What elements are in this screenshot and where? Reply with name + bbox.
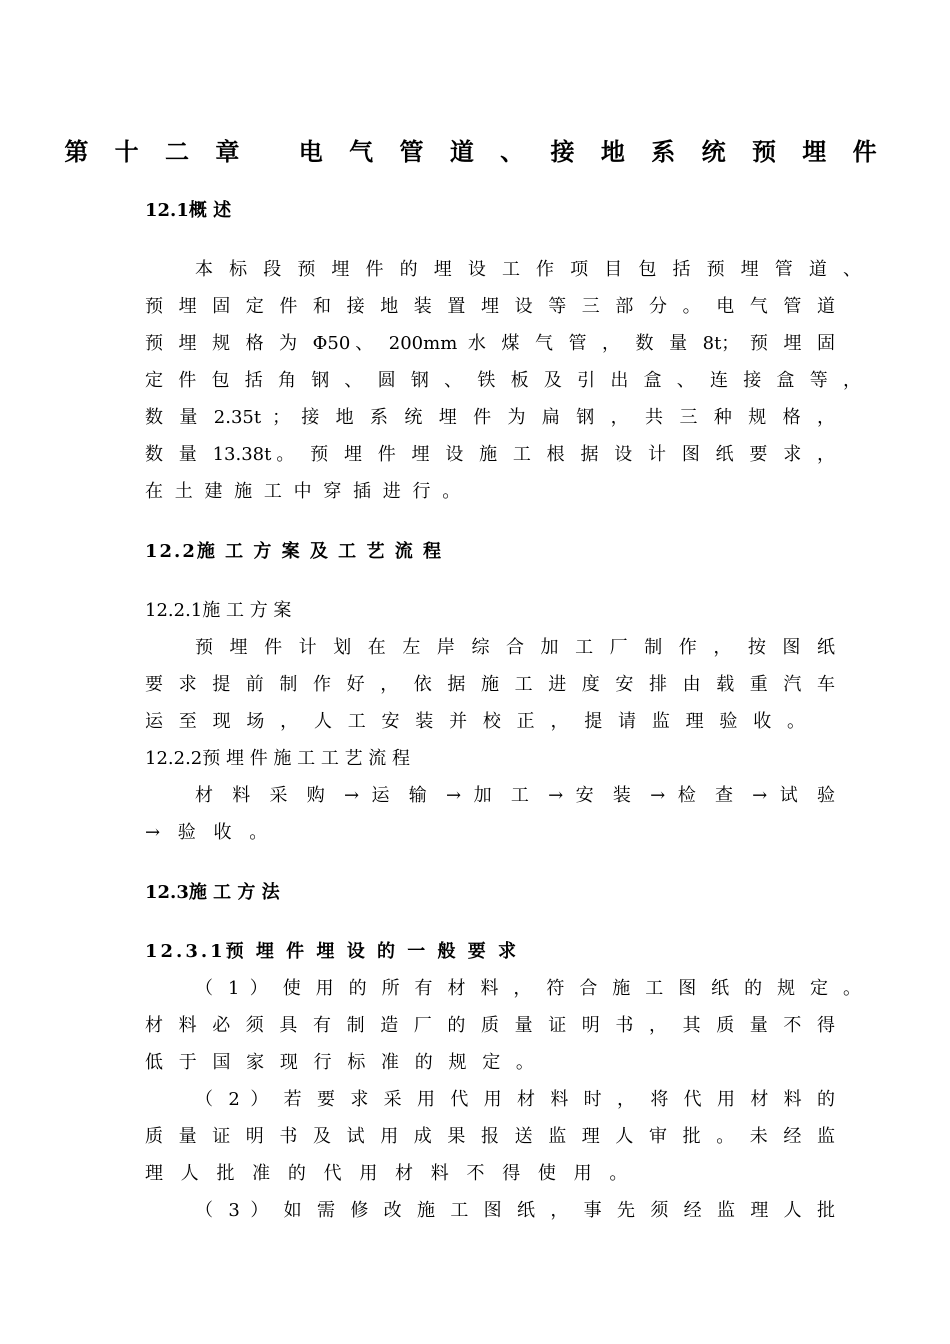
paragraph-line: 预 埋 规 格 为 Φ50、 200mm 水 煤 气 管 ， 数 量 8t； 预 埋 固 [145,333,835,354]
paragraph-line: （ 3 ） 如 需 修 改 施 工 图 纸 ， 事 先 须 经 监 理 人 批 [195,1200,835,1221]
section-heading-12-3: 12.3施 工 方 法 [145,882,280,903]
paragraph-line: 本 标 段 预 埋 件 的 埋 设 工 作 项 目 包 括 预 埋 管 道 、 [195,259,861,280]
section-heading-12-2: 12.2施 工 方 案 及 工 艺 流 程 [145,541,443,562]
paragraph-line: 材 料 采 购 → 运 输 → 加 工 → 安 装 → 检 查 → 试 验 [195,785,835,806]
paragraph-line: 要 求 提 前 制 作 好 ， 依 据 施 工 进 度 安 排 由 载 重 汽 车 [145,674,835,695]
paragraph-line: 材 料 必 须 具 有 制 造 厂 的 质 量 证 明 书 ， 其 质 量 不 得 [145,1015,835,1036]
subsection-heading-12-3-1: 12.3.1预 埋 件 埋 设 的 一 般 要 求 [145,941,520,962]
paragraph-line: 预 埋 固 定 件 和 接 地 装 置 埋 设 等 三 部 分 。 电 气 管 道 [145,296,835,317]
paragraph-line: 质 量 证 明 书 及 试 用 成 果 报 送 监 理 人 审 批 。 未 经 监 [145,1126,835,1147]
paragraph-line: 在 土 建 施 工 中 穿 插 进 行 。 [145,481,464,502]
paragraph-line: 低 于 国 家 现 行 标 准 的 规 定 。 [145,1052,539,1073]
paragraph-line: 理 人 批 准 的 代 用 材 料 不 得 使 用 。 [145,1163,634,1184]
paragraph-line: 定 件 包 括 角 钢 、 圆 钢 、 铁 板 及 引 出 盒 、 连 接 盒 等 ， [145,370,861,391]
chapter-title: 第 十 二 章 电 气 管 道 、 接 地 系 统 预 埋 件 [64,137,886,166]
paragraph-line: 数 量 2.35t ； 接 地 系 统 埋 件 为 扁 钢 ， 共 三 种 规 格 ， [145,407,835,428]
paragraph-line: （ 2 ） 若 要 求 采 用 代 用 材 料 时 ， 将 代 用 材 料 的 [195,1089,835,1110]
paragraph-line: 预 埋 件 计 划 在 左 岸 综 合 加 工 厂 制 作 ， 按 图 纸 [195,637,835,658]
paragraph-line: 数 量 13.38t。 预 埋 件 埋 设 施 工 根 据 设 计 图 纸 要 求 ， [145,444,835,465]
paragraph-line: → 验 收 。 [145,822,274,843]
subsection-heading-12-2-1: 12.2.1施 工 方 案 [145,600,292,621]
section-heading-12-1: 12.1概 述 [145,200,232,221]
paragraph-line: 运 至 现 场 ， 人 工 安 装 并 校 正 ， 提 请 监 理 验 收 。 [145,711,805,732]
paragraph-line: （ 1 ） 使 用 的 所 有 材 料 ， 符 合 施 工 图 纸 的 规 定 。 [195,978,861,999]
subsection-heading-12-2-2: 12.2.2预 埋 件 施 工 工 艺 流 程 [145,748,411,769]
